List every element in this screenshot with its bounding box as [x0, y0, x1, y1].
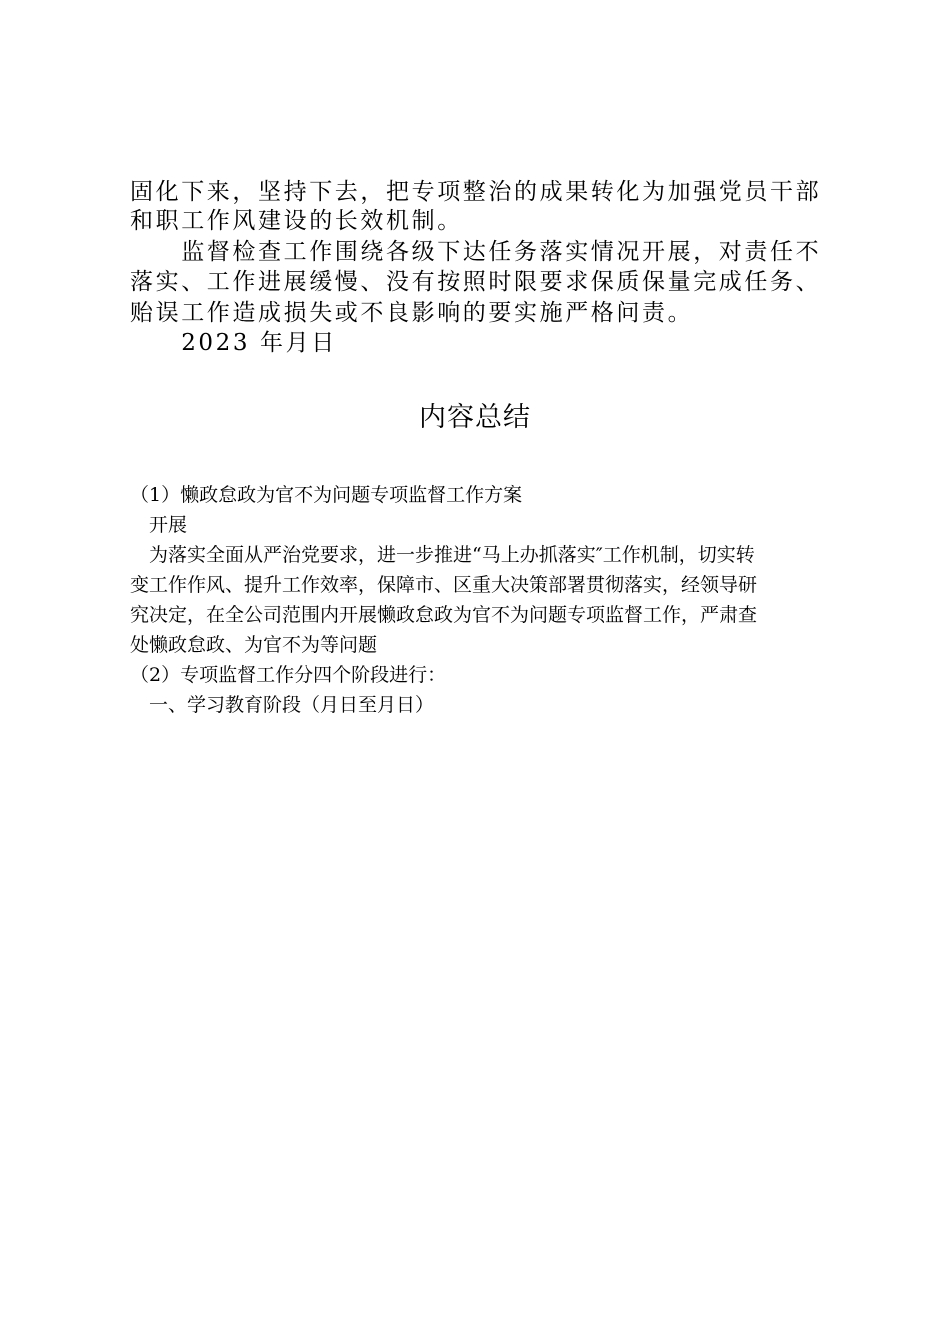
body-paragraph-line: 监督检查工作围绕各级下达任务落实情况开展，对责任不	[130, 239, 822, 265]
summary-line: （2）专项监督工作分四个阶段进行：	[130, 664, 447, 686]
date-line: 2023 年月日	[130, 330, 337, 356]
summary-line: 处懒政怠政、为官不为等问题	[130, 634, 378, 656]
summary-line: 为落实全面从严治党要求，进一步推进“马上办抓落实″工作机制，切实转	[130, 544, 755, 566]
body-paragraph-line: 落实、工作进展缓慢、没有按照时限要求保质保量完成任务、	[130, 269, 822, 295]
body-paragraph-line: 贻误工作造成损失或不良影响的要实施严格问责。	[130, 300, 694, 326]
summary-heading: 内容总结	[419, 402, 531, 433]
summary-line: 变工作作风、提升工作效率，保障市、区重大决策部署贯彻落实，经领导研	[130, 574, 758, 596]
summary-line: 一、学习教育阶段（月日至月日）	[130, 694, 435, 716]
body-paragraph-line: 固化下来，坚持下去，把专项整治的成果转化为加强党员干部	[130, 179, 822, 205]
summary-line: （1）懒政怠政为官不为问题专项监督工作方案	[130, 484, 523, 506]
summary-line: 开展	[130, 514, 188, 536]
body-paragraph-line: 和职工作风建设的长效机制。	[130, 208, 463, 234]
summary-line: 究决定，在全公司范围内开展懒政怠政为官不为问题专项监督工作，严肃查	[130, 604, 758, 626]
